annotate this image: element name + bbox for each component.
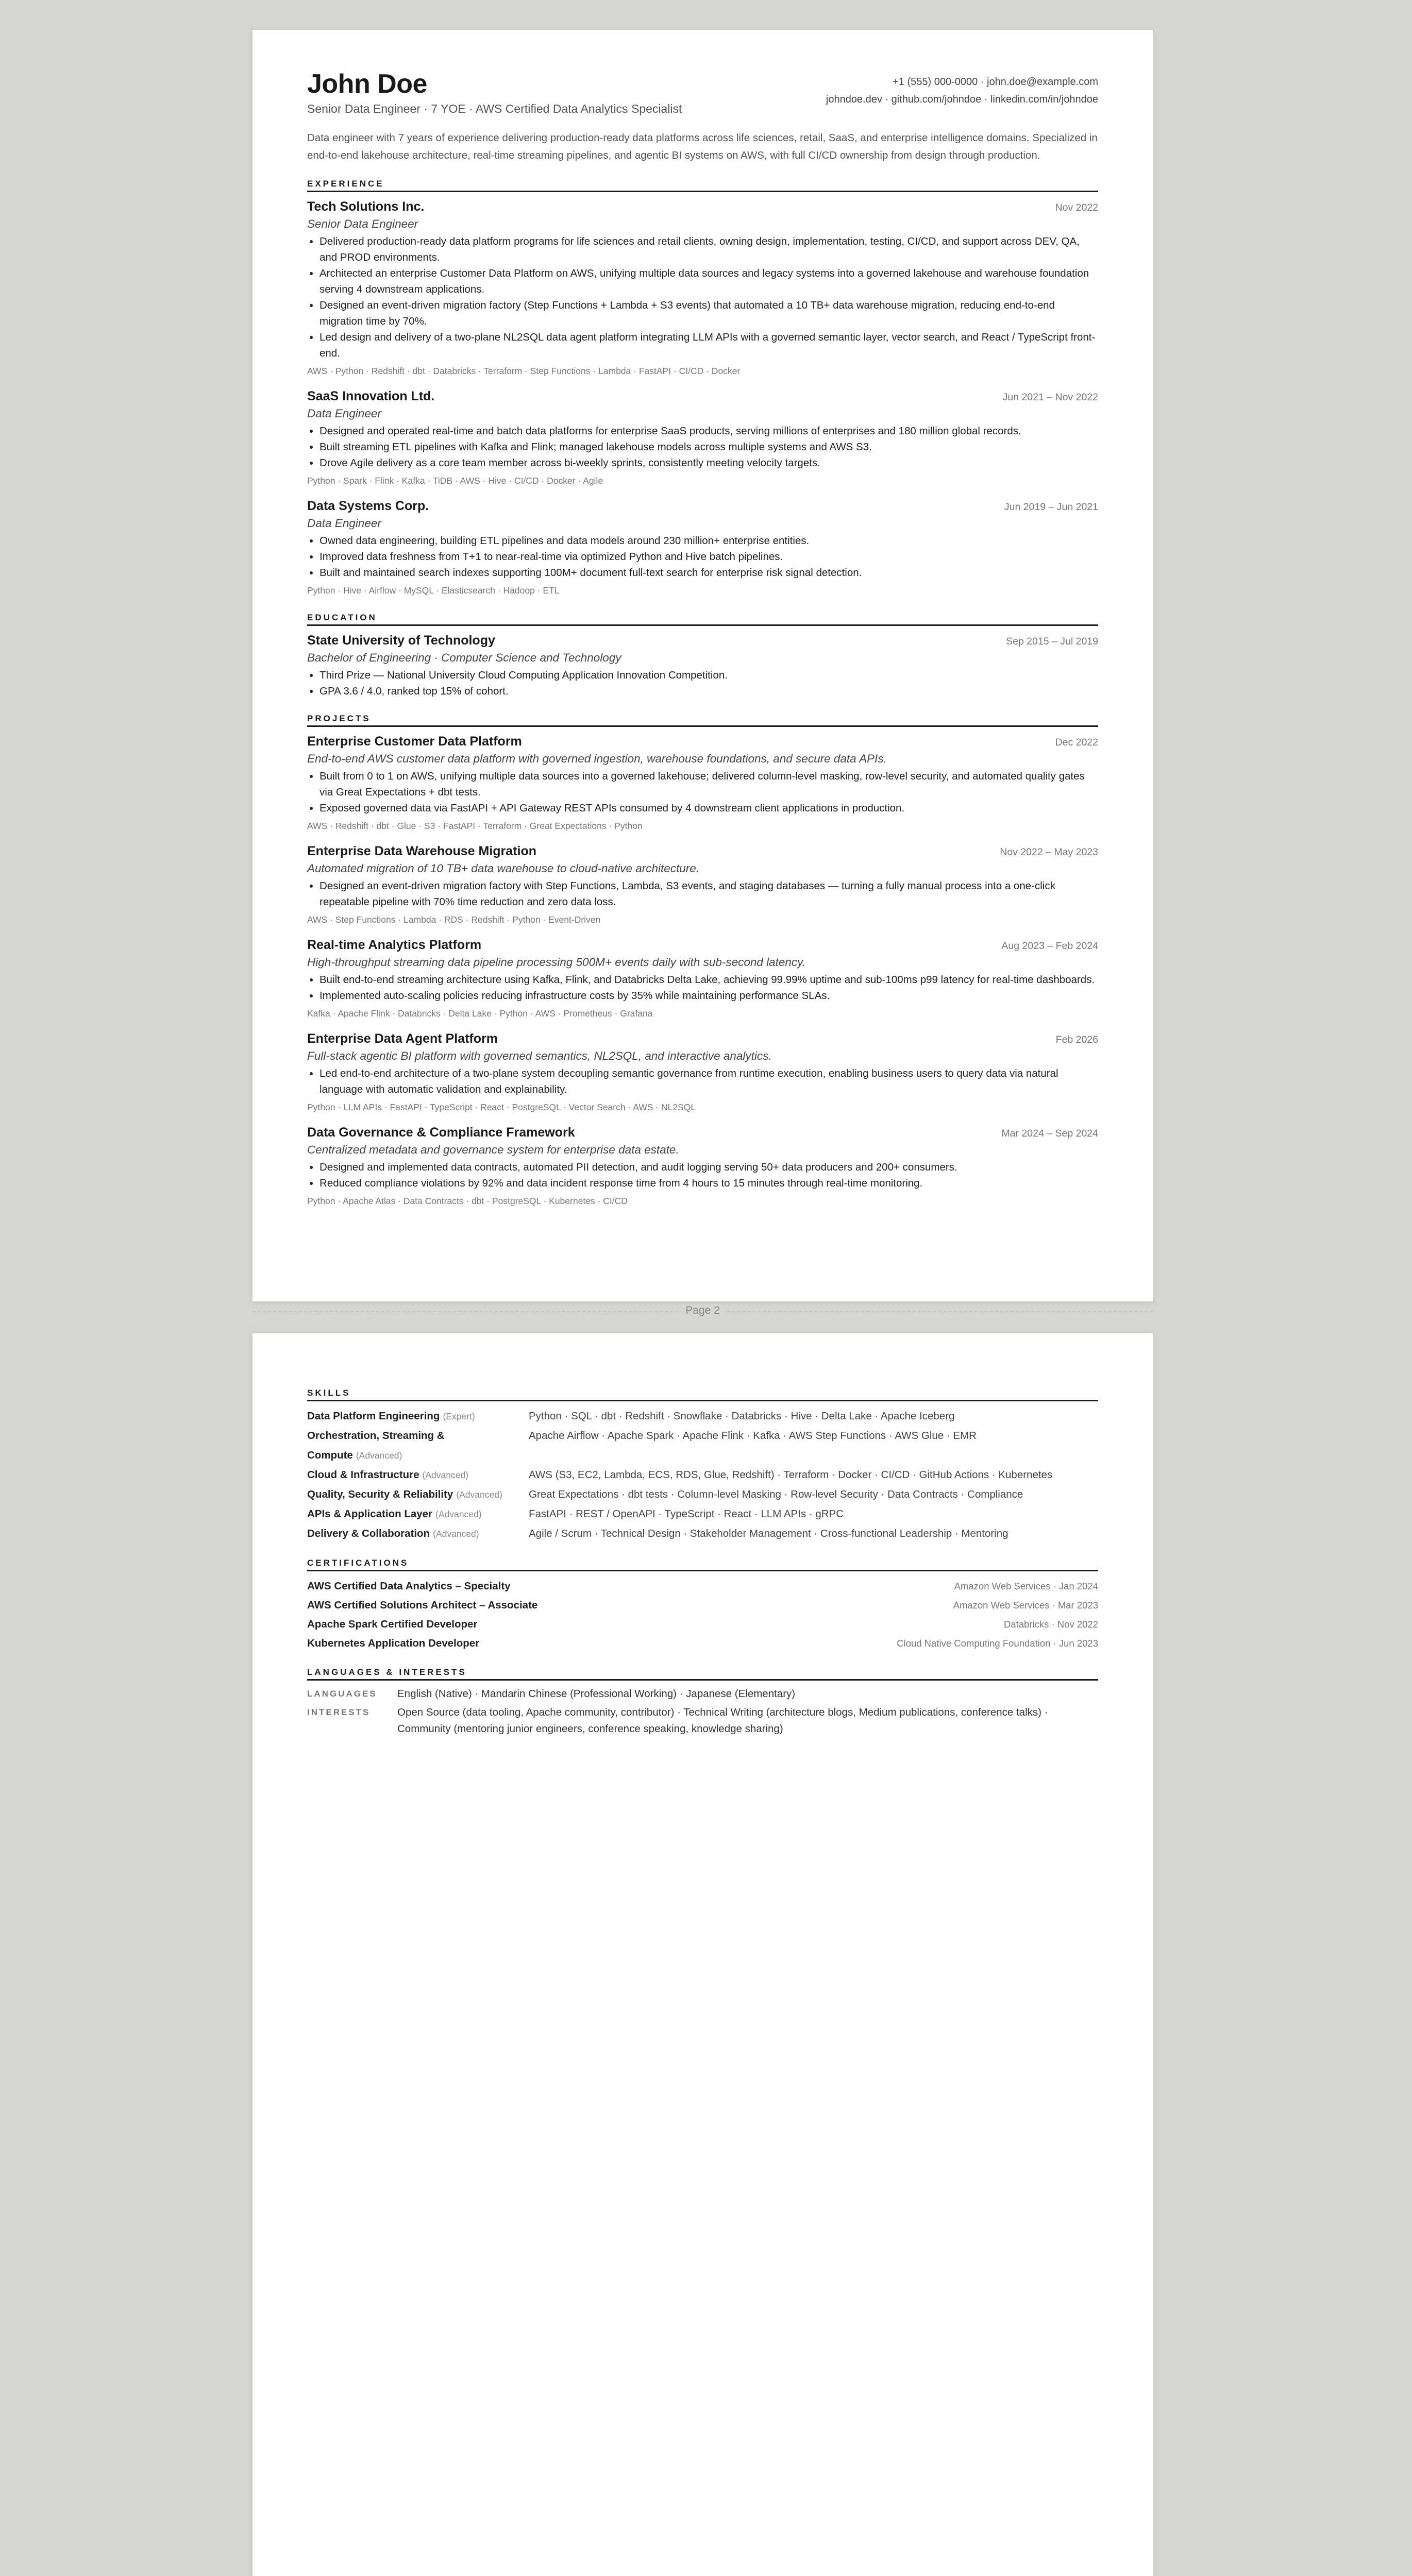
entry-subtitle: End-to-end AWS customer data platform with governed ingestion, warehouse foundations, and secure data APIs. [307, 752, 887, 765]
entry-date: Feb 2026 [1055, 1034, 1098, 1045]
languages-text: English (Native) · Mandarin Chinese (Professional Working) · Japanese (Elementary) [397, 1688, 796, 1700]
interests-text: Open Source (data tooling, Apache community, contributor) · Technical Writing (architecture blogs, Medium publications, conference talks) · Community (mentoring junior engineers, conference speaking, knowledge sharing) [397, 1706, 1048, 1735]
certification-row [307, 1634, 1098, 1653]
candidate-headline: Senior Data Engineer · 7 YOE · AWS Certified Data Analytics Specialist [307, 102, 682, 115]
section-title-languages-interests: LANGUAGES & INTERESTS [307, 1667, 1098, 1681]
entry-subtitle: Senior Data Engineer [307, 217, 418, 230]
entry-title: State University of Technology [307, 633, 495, 648]
skill-category [307, 1524, 529, 1544]
bullet-item: • GPA 3.6 / 4.0, ranked top 15% of cohort. [320, 683, 1098, 699]
entry-header [307, 936, 1098, 954]
skill-row [307, 1485, 1098, 1504]
entry-bullets [307, 533, 1098, 581]
entry-header [307, 387, 1098, 405]
entry-date: Sep 2015 – Jul 2019 [1006, 636, 1098, 647]
candidate-name: John Doe [307, 69, 427, 99]
entry-tags: Python · LLM APIs · FastAPI · TypeScript · React · PostgreSQL · Vector Search · AWS · NL2SQL [307, 1102, 696, 1112]
entry-bullets [307, 878, 1098, 910]
projects-entry [307, 1029, 1098, 1115]
languages-row [307, 1686, 1098, 1702]
certification-row [307, 1596, 1098, 1615]
bullet-item: • Led design and delivery of a two-plane NL2SQL data agent platform integrating LLM APIs with a governed semantic layer, vector search, and React / TypeScript front-end. [320, 329, 1098, 361]
bullet-item: • Third Prize — National University Cloud Computing Application Innovation Competition. [320, 667, 1098, 683]
entry-date: Mar 2024 – Sep 2024 [1001, 1128, 1098, 1139]
entry-bullets [307, 768, 1098, 816]
entry-header [307, 497, 1098, 515]
entry-date: Nov 2022 – May 2023 [1000, 846, 1098, 858]
entry-header [307, 1123, 1098, 1142]
experience-entry [307, 387, 1098, 488]
certification-name: Kubernetes Application Developer [307, 1637, 480, 1649]
experience-list [307, 197, 1098, 598]
contact-line-links: johndoe.dev · github.com/johndoe · linkedin.com/in/johndoe [826, 94, 1098, 105]
entry-title: Enterprise Customer Data Platform [307, 734, 522, 749]
bullet-item: • Improved data freshness from T+1 to near-real-time via optimized Python and Hive batch pipelines. [320, 549, 1098, 565]
entry-subtitle: Centralized metadata and governance system for enterprise data estate. [307, 1143, 679, 1156]
entry-bullets [307, 972, 1098, 1004]
skill-items: Python · SQL · dbt · Redshift · Snowflake · Databricks · Hive · Delta Lake · Apache Iceberg [529, 1410, 955, 1422]
skill-items: Apache Airflow · Apache Spark · Apache Flink · Kafka · AWS Step Functions · AWS Glue · EMR [529, 1430, 977, 1442]
entry-date: Jun 2019 – Jun 2021 [1004, 501, 1098, 513]
summary: Data engineer with 7 years of experience delivering production-ready data platforms across life sciences, retail, SaaS, and enterprise intelligence domains. Specialized in end-to-end lakehouse architecture, real-time streaming pipelines, and agentic BI systems on AWS, with full CI/CD ownership from design through production. [307, 132, 1098, 161]
resume-page-2 [253, 1333, 1153, 2576]
entry-bullets [307, 1065, 1098, 1097]
skill-category [307, 1426, 529, 1465]
entry-header [307, 732, 1098, 751]
entry-title: Data Governance & Compliance Framework [307, 1125, 575, 1140]
entry-subtitle: Data Engineer [307, 407, 381, 420]
bullet-item: • Built end-to-end streaming architecture using Kafka, Flink, and Databricks Delta Lake, achieving 99.99% uptime and sub-100ms p99 latency for real-time dashboards. [320, 972, 1098, 988]
entry-subtitle: Full-stack agentic BI platform with governed semantics, NL2SQL, and interactive analytics. [307, 1049, 772, 1062]
entry-bullets [307, 233, 1098, 361]
skill-category [307, 1406, 529, 1426]
resume-header [307, 68, 1098, 116]
bullet-item: • Designed and operated real-time and batch data platforms for enterprise SaaS products, serving millions of enterprises and 180 million global records. [320, 423, 1098, 439]
education-list [307, 631, 1098, 699]
certification-issuer: Cloud Native Computing Foundation · Jun 2023 [897, 1638, 1098, 1649]
entry-title: Enterprise Data Warehouse Migration [307, 844, 536, 858]
skill-row [307, 1406, 1098, 1426]
bullet-item: • Designed an event-driven migration factory (Step Functions + Lambda + S3 events) that automated a 10 TB+ data warehouse migration, reducing end-to-end migration time by 70%. [320, 297, 1098, 329]
skill-items: AWS (S3, EC2, Lambda, ECS, RDS, Glue, Redshift) · Terraform · Docker · CI/CD · GitHub Actions · Kubernetes [529, 1469, 1053, 1481]
languages-label: LANGUAGES [307, 1689, 377, 1699]
entry-title: Real-time Analytics Platform [307, 938, 482, 952]
bullet-item: • Built and maintained search indexes supporting 100M+ document full-text search for enterprise risk signal detection. [320, 565, 1098, 581]
skill-category [307, 1465, 529, 1485]
page-divider [253, 1304, 1153, 1325]
bullet-item: • Built streaming ETL pipelines with Kafka and Flink; managed lakehouse models across multiple systems and AWS S3. [320, 439, 1098, 455]
certification-issuer: Amazon Web Services · Mar 2023 [953, 1600, 1098, 1611]
entry-subtitle: Automated migration of 10 TB+ data warehouse to cloud-native architecture. [307, 862, 700, 875]
certification-issuer: Amazon Web Services · Jan 2024 [954, 1581, 1098, 1591]
certification-name: AWS Certified Data Analytics – Specialty [307, 1580, 511, 1592]
entry-bullets [307, 1159, 1098, 1191]
skill-level: (Advanced) [422, 1470, 469, 1480]
skill-row [307, 1465, 1098, 1485]
skill-level: (Expert) [443, 1411, 475, 1421]
entry-header [307, 197, 1098, 216]
skill-category-name: Cloud & Infrastructure [307, 1469, 419, 1481]
experience-entry [307, 497, 1098, 598]
certification-name: Apache Spark Certified Developer [307, 1618, 478, 1630]
education-entry [307, 631, 1098, 699]
entry-title: Enterprise Data Agent Platform [307, 1031, 498, 1046]
projects-list [307, 732, 1098, 1209]
skill-items: FastAPI · REST / OpenAPI · TypeScript · React · LLM APIs · gRPC [529, 1508, 844, 1520]
entry-header [307, 631, 1098, 650]
contact-line-phone-email: +1 (555) 000-0000 · john.doe@example.com [893, 76, 1098, 88]
skill-category [307, 1504, 529, 1524]
entry-header [307, 1029, 1098, 1048]
entry-tags: AWS · Redshift · dbt · Glue · S3 · FastAPI · Terraform · Great Expectations · Python [307, 821, 643, 831]
skill-row [307, 1504, 1098, 1524]
skill-level: (Advanced) [456, 1489, 502, 1500]
section-title-certifications: CERTIFICATIONS [307, 1558, 1098, 1571]
bullet-item: • Led end-to-end architecture of a two-plane system decoupling semantic governance from runtime execution, enabling business users to query data via natural language with automatic validation and explainability. [320, 1065, 1098, 1097]
skill-row [307, 1426, 1098, 1465]
experience-entry [307, 197, 1098, 379]
entry-date: Dec 2022 [1055, 737, 1098, 748]
bullet-item: • Designed and implemented data contracts, automated PII detection, and audit logging serving 50+ data producers and 200+ consumers. [320, 1159, 1098, 1175]
entry-tags: AWS · Step Functions · Lambda · RDS · Redshift · Python · Event-Driven [307, 914, 601, 925]
bullet-item: • Exposed governed data via FastAPI + API Gateway REST APIs consumed by 4 downstream client applications in production. [320, 800, 1098, 816]
page-divider-label: Page 2 [678, 1304, 727, 1316]
skill-category-name: APIs & Application Layer [307, 1508, 433, 1520]
skill-level: (Advanced) [356, 1450, 402, 1461]
certifications-list [307, 1577, 1098, 1653]
entry-subtitle: Data Engineer [307, 517, 381, 530]
skill-category-name: Data Platform Engineering [307, 1410, 440, 1422]
entry-bullets [307, 667, 1098, 699]
certification-row [307, 1615, 1098, 1634]
entry-tags: Python · Apache Atlas · Data Contracts · dbt · PostgreSQL · Kubernetes · CI/CD [307, 1196, 628, 1206]
entry-subtitle: Bachelor of Engineering · Computer Science and Technology [307, 651, 621, 664]
interests-row [307, 1704, 1098, 1737]
certification-row [307, 1577, 1098, 1596]
section-title-experience: EXPERIENCE [307, 179, 1098, 192]
bullet-item: • Architected an enterprise Customer Data Platform on AWS, unifying multiple data sources and legacy systems into a governed lakehouse and warehouse foundation serving 4 downstream applications. [320, 265, 1098, 297]
entry-title: Data Systems Corp. [307, 499, 429, 513]
bullet-item: • Implemented auto-scaling policies reducing infrastructure costs by 35% while maintaining performance SLAs. [320, 988, 1098, 1004]
entry-date: Jun 2021 – Nov 2022 [1002, 392, 1098, 403]
entry-date: Aug 2023 – Feb 2024 [1001, 940, 1098, 952]
bullet-item: • Owned data engineering, building ETL pipelines and data models around 230 million+ enterprise entities. [320, 533, 1098, 549]
entry-date: Nov 2022 [1055, 202, 1098, 213]
projects-entry [307, 732, 1098, 834]
entry-bullets [307, 423, 1098, 471]
projects-entry [307, 1123, 1098, 1209]
contact-info [826, 73, 1098, 108]
skill-category [307, 1485, 529, 1504]
bullet-item: • Reduced compliance violations by 92% and data incident response time from 4 hours to 15 minutes through real-time monitoring. [320, 1175, 1098, 1191]
certification-issuer: Databricks · Nov 2022 [1003, 1619, 1098, 1630]
skills-list [307, 1406, 1098, 1544]
entry-header [307, 842, 1098, 860]
skill-level: (Advanced) [433, 1529, 479, 1539]
skill-level: (Advanced) [435, 1509, 482, 1519]
entry-tags: AWS · Python · Redshift · dbt · Databricks · Terraform · Step Functions · Lambda · FastAPI · CI/CD · Docker [307, 366, 741, 376]
bullet-item: • Drove Agile delivery as a core team member across bi-weekly sprints, consistently meeting velocity targets. [320, 455, 1098, 471]
interests-label: INTERESTS [307, 1707, 371, 1717]
section-title-projects: PROJECTS [307, 714, 1098, 727]
skill-category-name: Delivery & Collaboration [307, 1528, 430, 1539]
section-title-education: EDUCATION [307, 613, 1098, 626]
entry-tags: Python · Hive · Airflow · MySQL · Elasticsearch · Hadoop · ETL [307, 585, 560, 596]
skill-row [307, 1524, 1098, 1544]
projects-entry [307, 936, 1098, 1021]
skill-category-name: Orchestration, Streaming & Compute [307, 1430, 445, 1461]
projects-entry [307, 842, 1098, 927]
bullet-item: • Delivered production-ready data platform programs for life sciences and retail clients, owning design, implementation, testing, CI/CD, and support across DEV, QA, and PROD environments. [320, 233, 1098, 265]
entry-tags: Python · Spark · Flink · Kafka · TiDB · AWS · Hive · CI/CD · Docker · Agile [307, 476, 603, 486]
bullet-item: • Designed an event-driven migration factory with Step Functions, Lambda, S3 events, and staging databases — turning a fully manual process into a one-click repeatable pipeline with 70% time reduction and zero data loss. [320, 878, 1098, 910]
section-title-skills: SKILLS [307, 1388, 1098, 1401]
entry-title: SaaS Innovation Ltd. [307, 389, 435, 403]
certification-name: AWS Certified Solutions Architect – Associate [307, 1599, 538, 1611]
skill-category-name: Quality, Security & Reliability [307, 1488, 453, 1500]
skill-items: Great Expectations · dbt tests · Column-level Masking · Row-level Security · Data Contracts · Compliance [529, 1488, 1023, 1500]
resume-page-1 [253, 30, 1153, 1301]
skill-items: Agile / Scrum · Technical Design · Stakeholder Management · Cross-functional Leadership · Mentoring [529, 1528, 1008, 1539]
entry-tags: Kafka · Apache Flink · Databricks · Delta Lake · Python · AWS · Prometheus · Grafana [307, 1008, 653, 1019]
bullet-item: • Built from 0 to 1 on AWS, unifying multiple data sources into a governed lakehouse; delivered column-level masking, row-level security, and automated quality gates via Great Expectations + dbt tests. [320, 768, 1098, 800]
entry-subtitle: High-throughput streaming data pipeline processing 500M+ events daily with sub-second latency. [307, 956, 806, 969]
entry-title: Tech Solutions Inc. [307, 199, 425, 214]
